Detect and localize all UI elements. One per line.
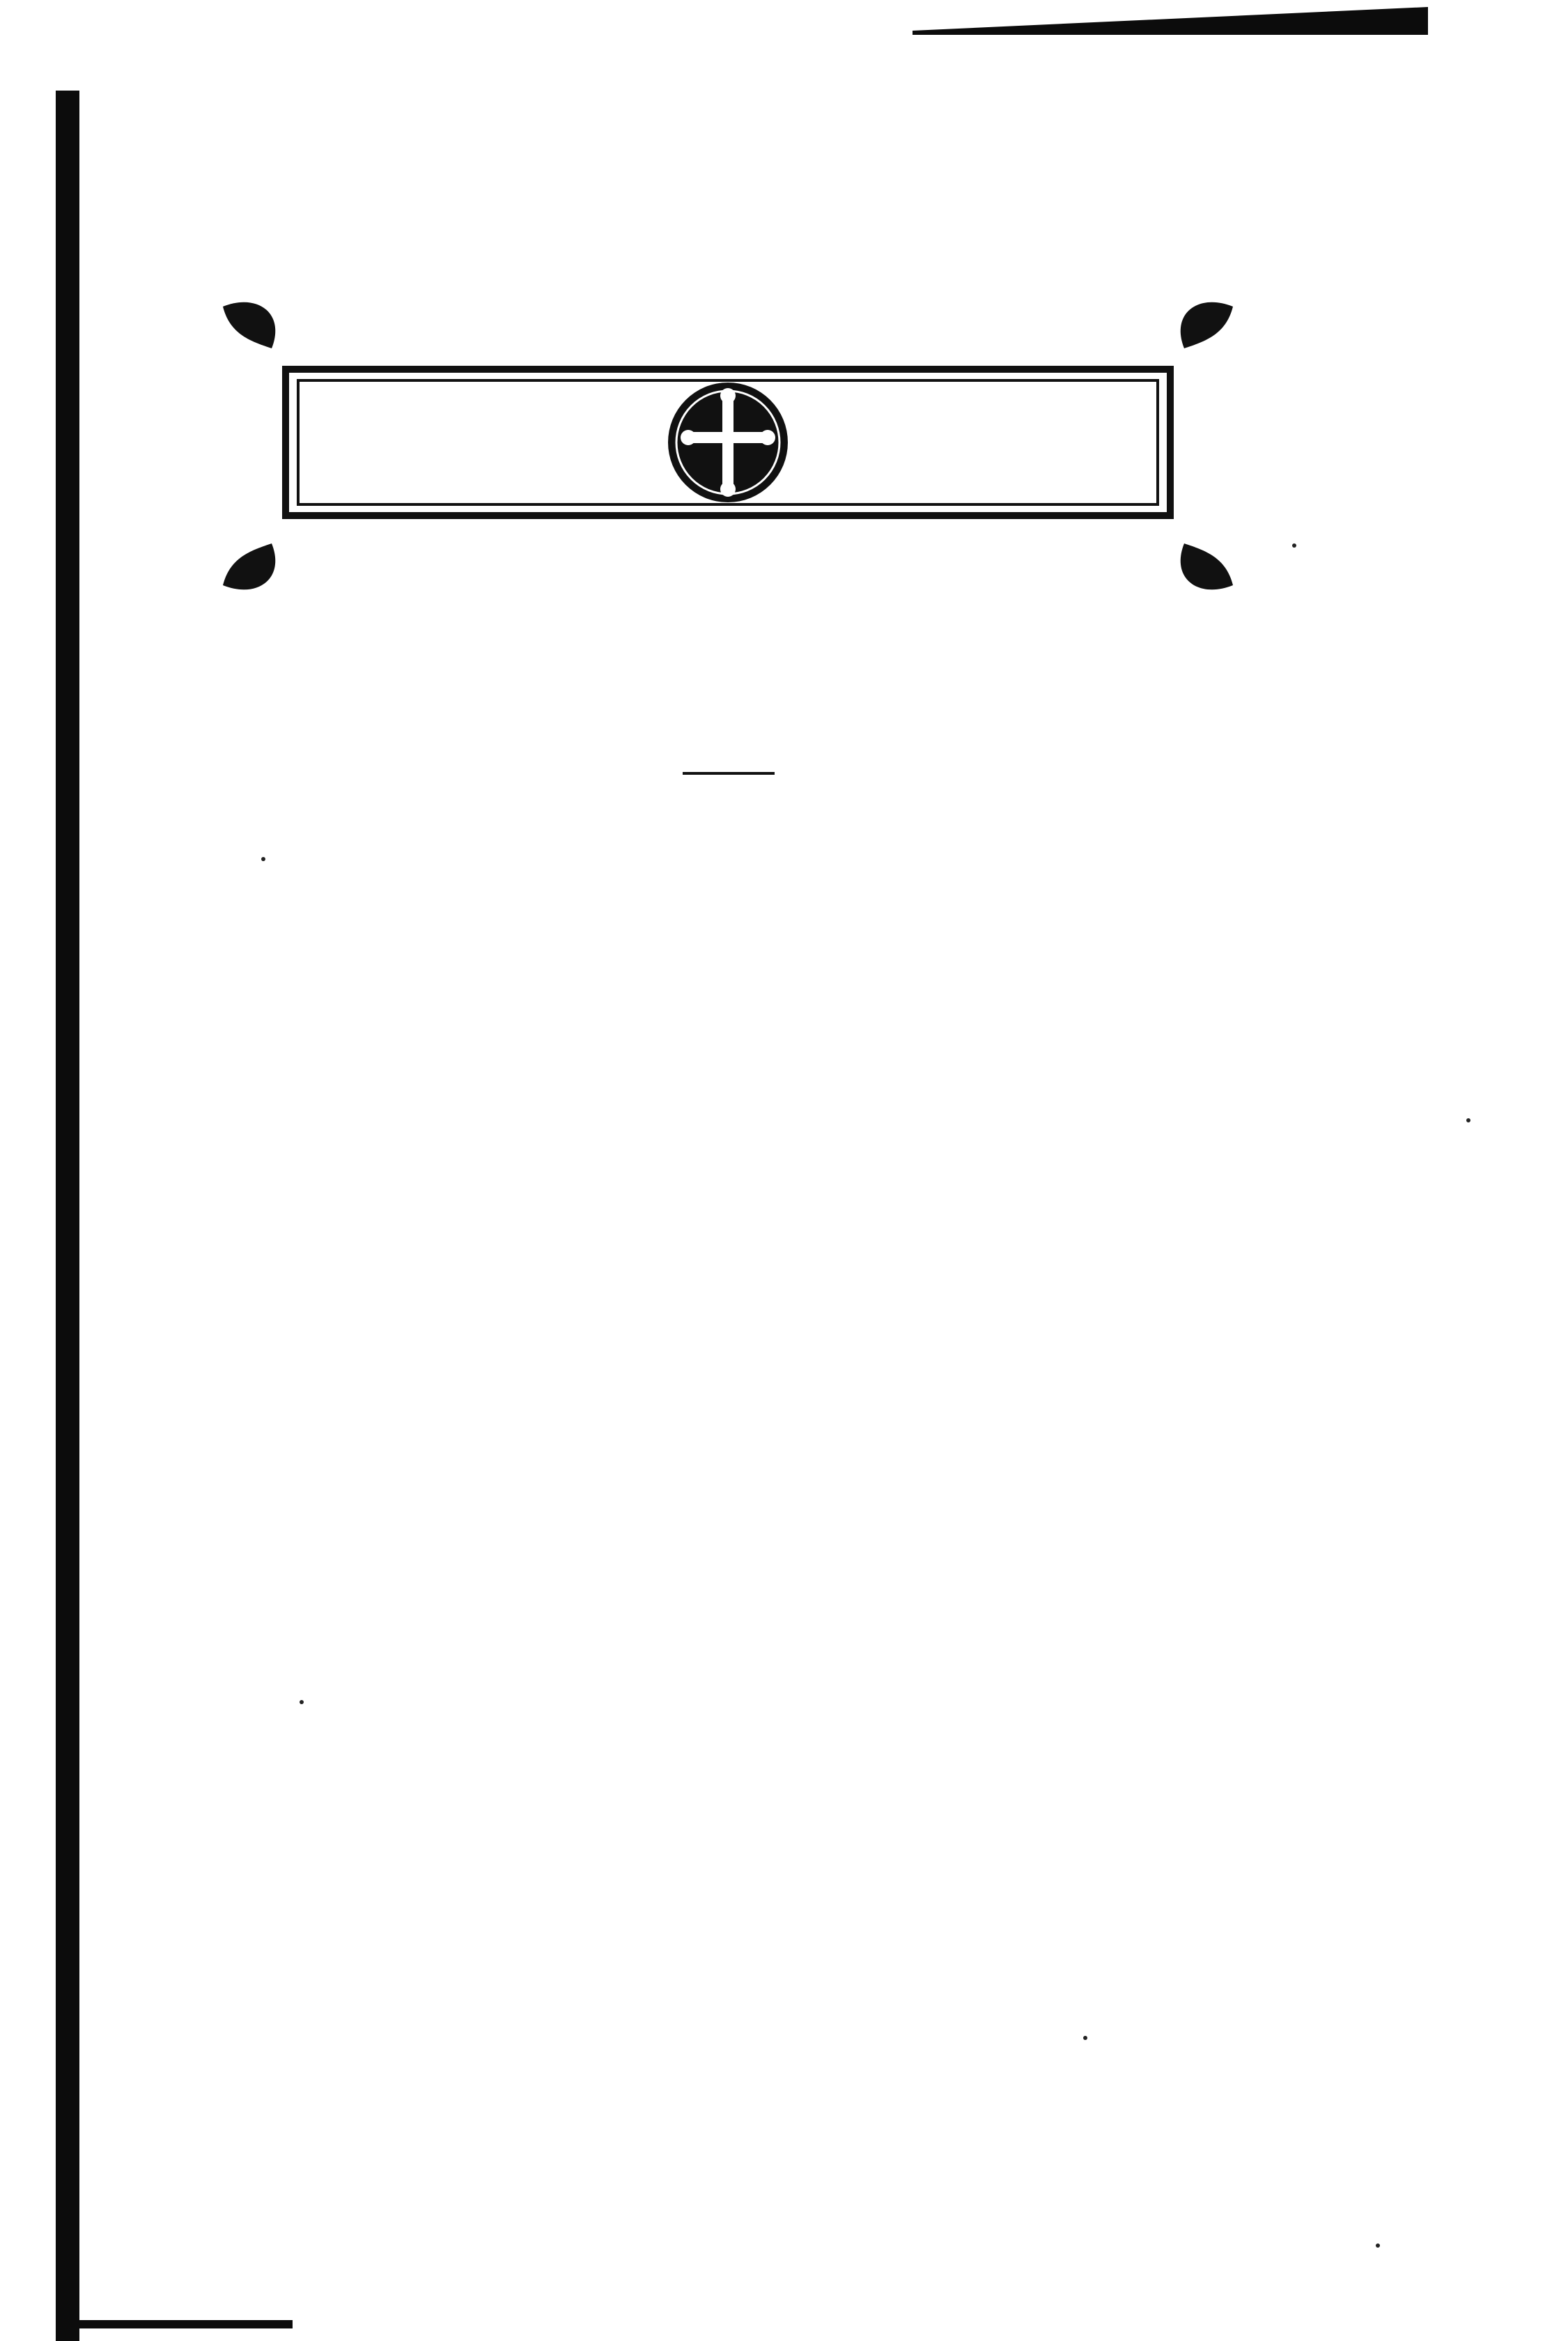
- print-speck: [300, 1700, 304, 1704]
- scan-edge-bottom: [56, 2320, 293, 2328]
- cross-medallion: [668, 383, 788, 502]
- print-speck: [1466, 1118, 1470, 1122]
- scan-edge-top: [913, 7, 1428, 35]
- title-rule: [683, 772, 775, 775]
- print-speck: [1376, 2243, 1380, 2248]
- print-speck: [1083, 2036, 1087, 2040]
- print-speck: [261, 857, 265, 861]
- print-speck: [1292, 543, 1296, 548]
- scan-edge-left: [56, 91, 79, 2341]
- decorative-headpiece: [209, 293, 1247, 599]
